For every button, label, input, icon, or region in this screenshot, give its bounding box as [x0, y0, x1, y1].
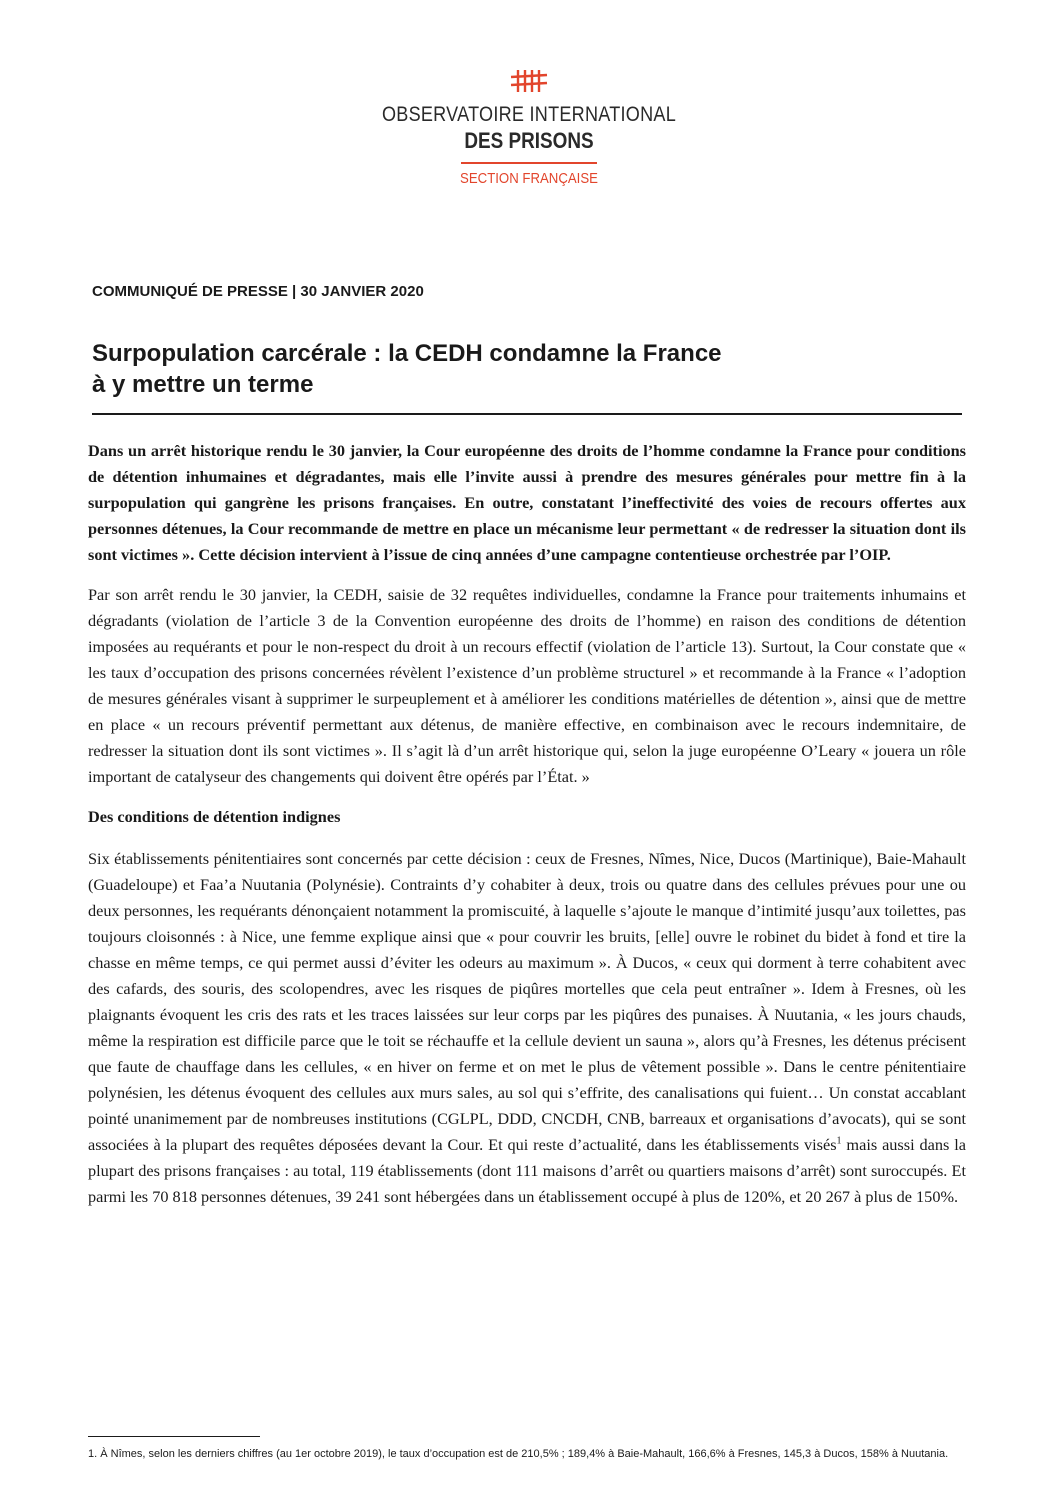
logo-name-line1: OBSERVATOIRE INTERNATIONAL	[381, 103, 677, 126]
oip-logo	[0, 68, 1058, 189]
body-paragraph-2	[88, 846, 966, 1210]
title-divider	[92, 413, 962, 415]
page-title	[92, 338, 972, 400]
section-heading: Des conditions de détention indignes	[88, 807, 341, 826]
logo-name-line2: DES PRISONS	[464, 128, 594, 153]
prison-bars-icon	[507, 68, 551, 94]
article-body	[88, 438, 966, 1224]
footnote-divider	[88, 1436, 260, 1437]
body-paragraph-1: Par son arrêt rendu le 30 janvier, la CEDH, saisie de 32 requêtes individuelles, condamne la France pour traitements inhumains et dégradants (violation de l’article 3 de la Convention européenne des droits de l’homme) en raison des conditions de détention imposées au requérants et pour le non-respect du droit à un recours effectif (violation de l’article 13). Surtout, la Cour constate que « les taux d’occupation des prisons concernées révèlent l’existence d’un problème structurel » et recommande à la France « l’adoption de mesures générales visant à supprimer le surpeuplement et à améliorer les conditions matérielles de détention », ainsi que de mettre en place « un recours préventif permettant aux détenus, de manière effective, en combinaison avec le recours indemnitaire, de redresser la situation dont ils sont victimes ». Il s’agit là d’un arrêt historique qui, selon la juge européenne O’Leary « jouera un rôle important de catalyseur des changements qui doivent être opérés par l’État. »	[88, 585, 966, 786]
footnote: 1. À Nîmes, selon les derniers chiffres (au 1er octobre 2019), le taux d’occupation est de 210,5% ; 189,4% à Baie-Mahault, 166,6% à Fresnes, 145,3 à Ducos, 158% à Nuutania.	[88, 1448, 949, 1460]
title-line-1: Surpopulation carcérale : la CEDH condamne la France	[92, 340, 722, 367]
body-paragraph-2-part-2: mais aussi dans la plupart des prisons françaises : au total, 119 établissements (dont 111 maisons d’arrêt ou quartiers maisons d’arrêt) sont suroccupés. Et parmi les 70 818 personnes détenues, 39 241 sont hébergées dans un établissement occupé à plus de 120%, et 20 267 à plus de 150%.	[88, 1135, 966, 1206]
title-line-2: à y mettre un terme	[92, 371, 314, 398]
logo-section-label: SECTION FRANÇAISE	[460, 170, 598, 187]
body-paragraph-2-part-1: Six établissements pénitentiaires sont concernés par cette décision : ceux de Fresnes, Nîmes, Nice, Ducos (Martinique), Baie-Mahault (Guadeloupe) et Faa’a Nuutania (Polynésie). Contraints d’y cohabiter à deux, trois ou quatre dans des cellules prévues pour une ou deux personnes, les requérants dénonçaient notamment la promiscuité, à laquelle s’ajoute le manque d’intimité jusqu’aux toilettes, pas toujours cloisonnés : à Nice, une femme explique ainsi que « pour couvrir les bruits, [elle] ouvre le robinet du bidet à fond et tire la chasse en même temps, ce qui permet aussi d’éviter les odeurs au maximum ». À Ducos, « ceux qui dorment à terre cohabitent avec des cafards, des souris, des scolopendres, avec les risques de piqûres mortelles que cela peut entraîner ». Idem à Fresnes, où les plaignants évoquent les cris des rats et les traces laissées sur leur corps par les piqûres des punaises. À Nuutania, « les jours chauds, même la respiration est difficile parce que le toit se réchauffe et la cellule devient un sauna », alors qu’à Fresnes, les détenus précisent que faute de chauffage dans les cellules, « en hiver on ferme et on met le plus de vêtement possible ». Dans le centre pénitentiaire polynésien, les détenus évoquent des cellules aux murs sales, au sol qui s’effrite, des canalisations qui fuient… Un constat accablant pointé unanimement par de nombreuses institutions (CGLPL, DDD, CNCDH, CNB, barreaux et organisations d’avocats), qui se sont associées à la plupart des requêtes déposées devant la Cour. Et qui reste d’actualité, dans les établissements visés	[88, 849, 966, 1154]
press-release-date-line: COMMUNIQUÉ DE PRESSE | 30 JANVIER 2020	[92, 283, 424, 300]
logo-divider	[461, 162, 597, 164]
footnote-reference[interactable]: 1	[836, 1135, 842, 1147]
lead-paragraph: Dans un arrêt historique rendu le 30 janvier, la Cour européenne des droits de l’homme condamne la France pour conditions de détention inhumaines et dégradantes, mais elle l’invite aussi à prendre des mesures générales pour mettre fin à la surpopulation qui gangrène les prisons françaises. En outre, constatant l’ineffectivité des voies de recours offertes aux personnes détenues, la Cour recommande de mettre en place un mécanisme leur permettant « de redresser la situation dont ils sont victimes ». Cette décision intervient à l’issue de cinq années d’une campagne contentieuse orchestrée par l’OIP.	[88, 441, 966, 564]
